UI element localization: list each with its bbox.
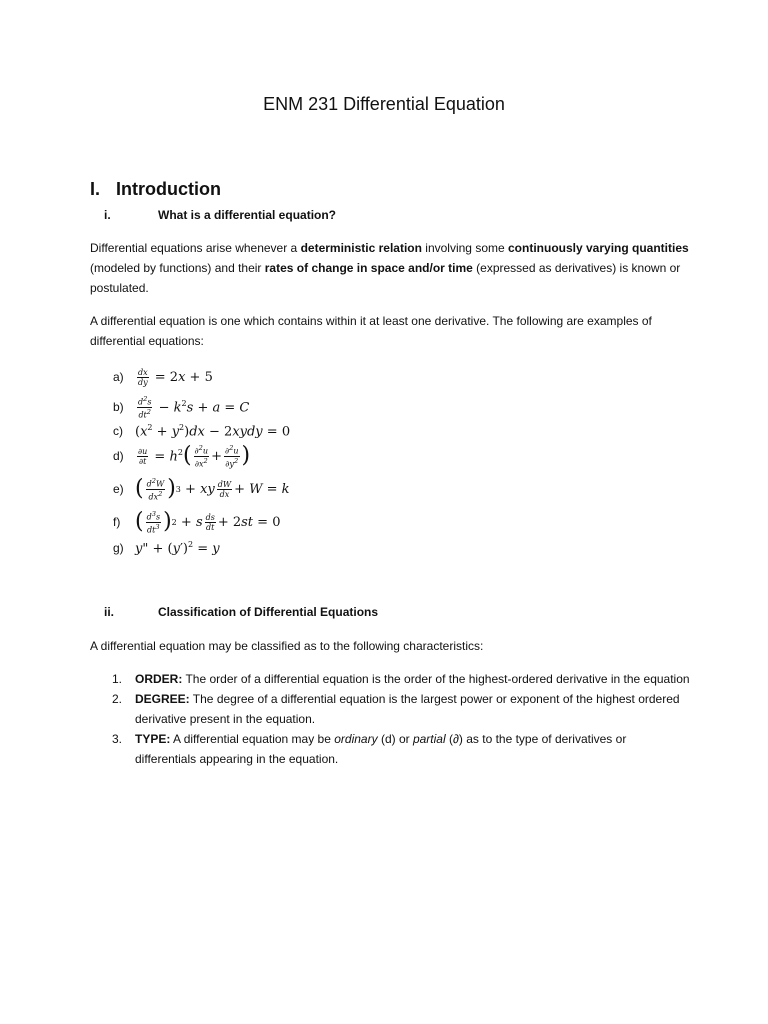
list-number: 2. <box>112 692 123 706</box>
text-run: (modeled by functions) and their <box>90 261 265 275</box>
equation-g: g) y" + $(y')^2 = y$ <box>113 539 220 557</box>
subsection-heading-1 <box>104 208 336 222</box>
bold-term: deterministic relation <box>300 241 422 255</box>
classification-list <box>90 669 690 769</box>
equation-c: c) $(x^2 + y^2)dx$ − 2xydy = 0 <box>113 422 291 440</box>
list-text: The order of a differential equation is the order of the highest-ordered derivative in the equation <box>182 672 690 686</box>
paragraph-examples-intro: A differential equation is one which contains within it at least one derivative. The following are examples of differential equations: <box>90 314 652 348</box>
subsection-title-2: Classification of Differential Equations <box>158 605 379 619</box>
section-number: I. <box>90 179 101 199</box>
list-text: (∂) as to the type of derivatives or differentials appearing in the equation. <box>135 732 627 766</box>
bold-term: rates of change in space and/or time <box>264 261 473 275</box>
text-run: involving some <box>421 241 508 255</box>
list-item <box>90 669 690 689</box>
equation-label: a) <box>113 370 124 384</box>
list-item <box>90 689 690 729</box>
list-term: TYPE: <box>135 732 171 746</box>
equation-label: c) <box>113 424 123 438</box>
equation-d: d) $\frac{\partial u}{\partial t}$ = $h^2$ ( $\frac{\partial^2u}{\partial x^2}$ + $\frac{\partial^2u}{\partial y^2}$ ) <box>113 443 251 469</box>
equation-e: e) ( $\frac{d^2W}{dx^2}$ ) 3 + xy $\frac{dW}{dx}$ + W = k <box>113 476 290 502</box>
paragraph-definition <box>90 238 690 298</box>
list-italic: partial <box>412 732 446 746</box>
equation-f: f) ( $\frac{d^3s}{dt^3}$ ) 2 + s $\frac{ds}{dt}$ + 2st = 0 <box>113 509 281 535</box>
equation-a: a) $\frac{dx}{dy}$ = 2x + 5 <box>113 367 213 387</box>
subsection-heading-2 <box>104 605 378 619</box>
equation-label: f) <box>113 515 121 529</box>
list-term: DEGREE: <box>135 692 190 706</box>
subsection-title-1: What is a differential equation? <box>158 208 337 222</box>
equation-label: e) <box>113 482 124 496</box>
bold-term: continuously varying quantities <box>508 241 689 255</box>
text-run: Differential equations arise whenever a <box>90 241 301 255</box>
text-run: (expressed as derivatives) is known or postulated. <box>90 261 681 295</box>
section-heading <box>90 179 221 200</box>
paragraph-classification-intro: A differential equation may be classified as to the following characteristics: <box>90 639 484 653</box>
document-title: ENM 231 Differential Equation <box>263 94 505 114</box>
section-title: Introduction <box>116 179 221 199</box>
equation-label: b) <box>113 400 124 414</box>
list-text: The degree of a differential equation is the largest power or exponent of the highest ordered derivative present in the equation. <box>135 692 680 726</box>
equation-label: g) <box>113 541 124 555</box>
subsection-number-1: i. <box>104 208 111 222</box>
list-text: (d) or <box>377 732 413 746</box>
list-item <box>90 729 690 769</box>
list-text: A differential equation may be <box>170 732 335 746</box>
equation-label: d) <box>113 449 124 463</box>
list-italic: ordinary <box>334 732 378 746</box>
list-number: 3. <box>112 732 123 746</box>
equation-b: b) $\frac{d^2s}{dt^2}$ − $k^2s + a = C$ <box>113 394 250 420</box>
list-term: ORDER: <box>135 672 183 686</box>
subsection-number-2: ii. <box>104 605 115 619</box>
list-number: 1. <box>112 672 123 686</box>
